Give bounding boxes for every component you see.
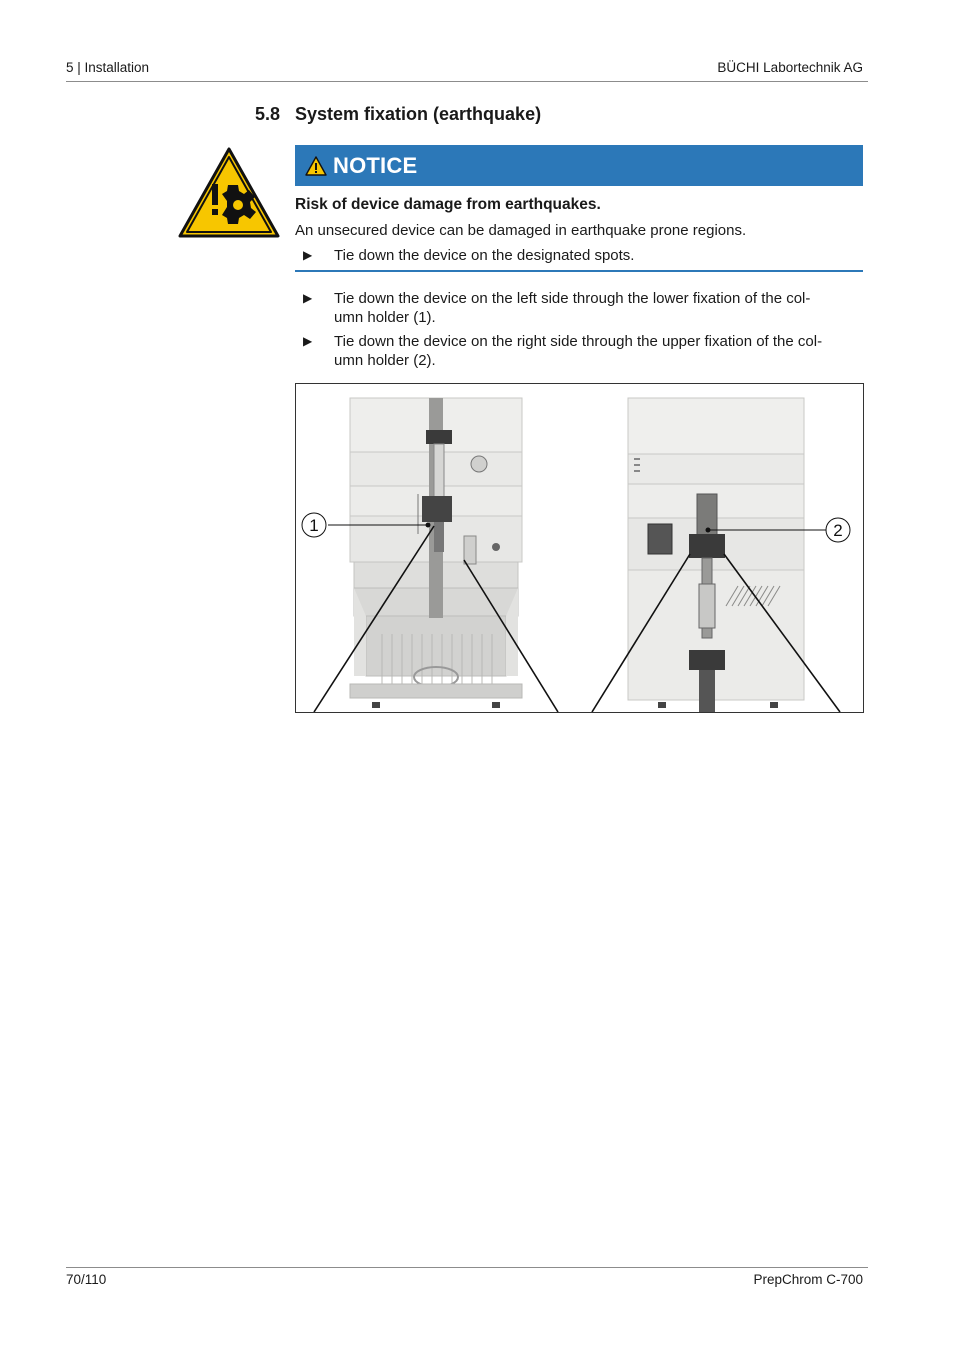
page-number: 70/110 <box>66 1272 107 1287</box>
header-company: BÜCHI Labortechnik AG <box>717 60 863 75</box>
right-device <box>628 398 804 712</box>
warning-triangle-icon <box>305 156 327 176</box>
notice-banner <box>295 145 863 186</box>
notice-label: NOTICE <box>333 152 418 178</box>
device-fixation-figure <box>295 383 864 713</box>
section-title-text: System fixation (earthquake) <box>295 104 542 124</box>
header-section: 5 | Installation <box>66 60 150 75</box>
notice-bottom-rule <box>295 270 863 272</box>
damage-warning-icon <box>177 146 281 240</box>
left-device <box>350 398 522 708</box>
header-rule <box>66 81 868 82</box>
step-text: Tie down the device on the left side through the lower fixation of the col- umn holder (1). <box>334 290 811 326</box>
notice-action-text: Tie down the device on the designated spots. <box>334 247 635 264</box>
callout-2-label: 2 <box>833 521 843 540</box>
arrow-icon: ▶ <box>303 334 313 348</box>
arrow-icon: ▶ <box>303 291 313 305</box>
arrow-icon: ▶ <box>303 248 313 262</box>
notice-text: An unsecured device can be damaged in earthquake prone regions. <box>295 222 747 239</box>
section-title <box>255 104 541 125</box>
section-number: 5.8 <box>255 104 281 124</box>
footer-rule <box>66 1267 868 1268</box>
product-name: PrepChrom C-700 <box>753 1272 863 1287</box>
notice-heading: Risk of device damage from earthquakes. <box>295 196 601 213</box>
callout-1-label: 1 <box>309 516 319 535</box>
step-text: Tie down the device on the right side through the upper fixation of the col- umn holder (2). <box>334 333 823 369</box>
page-header <box>66 60 863 80</box>
device-illustration <box>296 384 863 712</box>
